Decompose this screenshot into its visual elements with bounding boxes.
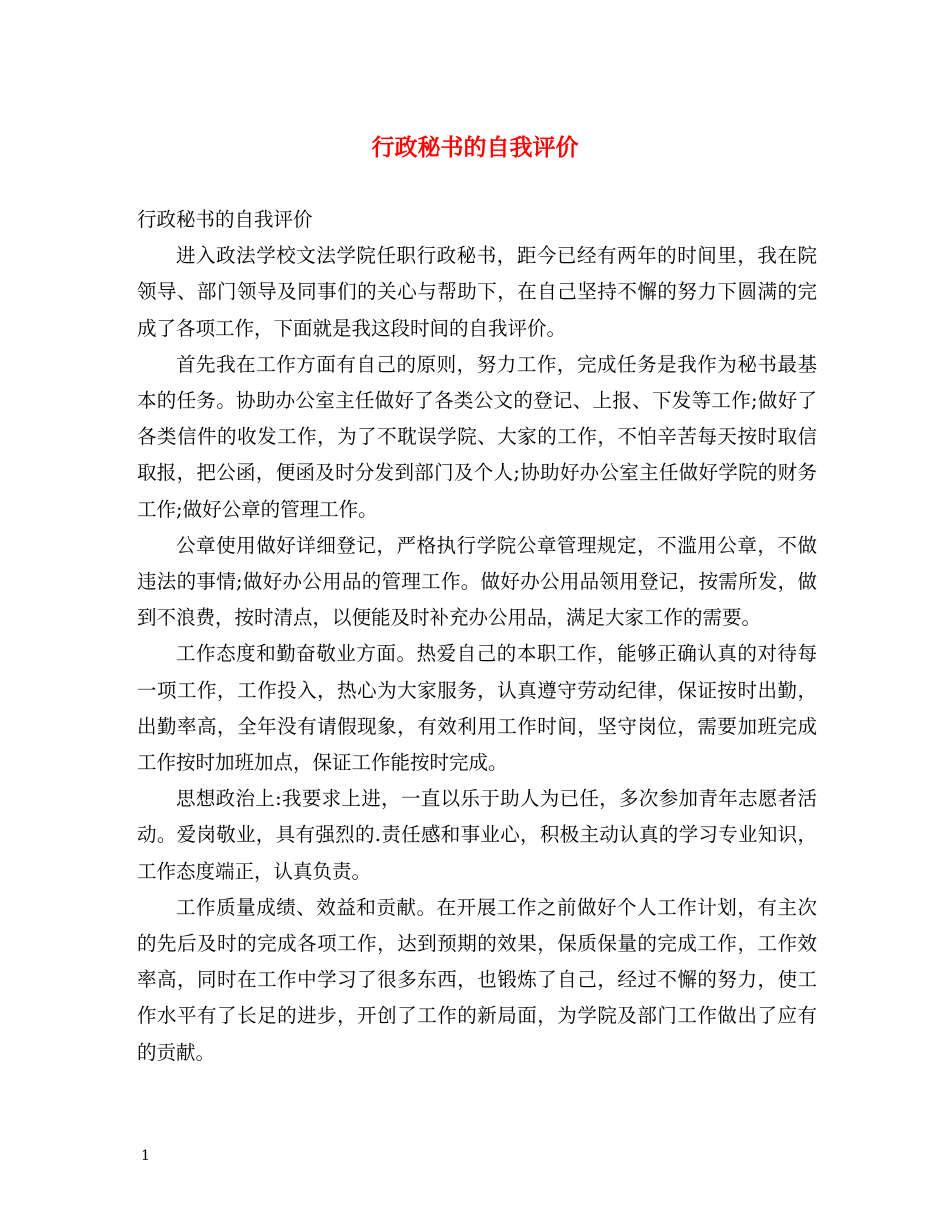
document-body <box>137 202 817 1071</box>
paragraph: 工作态度和勤奋敬业方面。热爱自己的本职工作，能够正确认真的对待每一项工作，工作投入，热心为大家服务，认真遵守劳动纪律，保证按时出勤，出勤率高，全年没有请假现象，有效利用工作时间，坚守岗位，需要加班完成工作按时加班加点，保证工作能按时完成。 <box>137 642 817 775</box>
paragraph: 进入政法学校文法学院任职行政秘书，距今已经有两年的时间里，我在院领导、部门领导及同事们的关心与帮助下，在自己坚持不懈的努力下圆满的完成了各项工作，下面就是我这段时间的自我评价。 <box>137 244 817 340</box>
paragraph: 首先我在工作方面有自己的原则，努力工作，完成任务是我作为秘书最基本的任务。协助办公室主任做好了各类公文的登记、上报、下发等工作;做好了各类信件的收发工作，为了不耽误学院、大家的工作，不怕辛苦每天按时取信取报，把公函，便函及时分发到部门及个人;协助好办公室主任做好学院的财务工作;做好公章的管理工作。 <box>137 352 817 521</box>
body-subtitle: 行政秘书的自我评价 <box>137 208 313 231</box>
document-title: 行政秘书的自我评价 <box>371 134 579 161</box>
paragraph: 思想政治上:我要求上进，一直以乐于助人为已任，多次参加青年志愿者活动。爱岗敬业，具有强烈的.责任感和事业心，积极主动认真的学习专业知识，工作态度端正，认真负责。 <box>137 787 817 883</box>
page-number: 1 <box>141 1148 150 1164</box>
paragraph: 工作质量成绩、效益和贡献。在开展工作之前做好个人工作计划，有主次的先后及时的完成各项工作，达到预期的效果，保质保量的完成工作，工作效率高，同时在工作中学习了很多东西，也锻炼了自己，经过不懈的努力，使工作水平有了长足的进步，开创了工作的新局面，为学院及部门工作做出了应有的贡献。 <box>137 895 817 1064</box>
paragraph: 公章使用做好详细登记，严格执行学院公章管理规定，不滥用公章，不做违法的事情;做好办公用品的管理工作。做好办公用品领用登记，按需所发，做到不浪费，按时清点，以便能及时补充办公用品，满足大家工作的需要。 <box>137 533 817 630</box>
